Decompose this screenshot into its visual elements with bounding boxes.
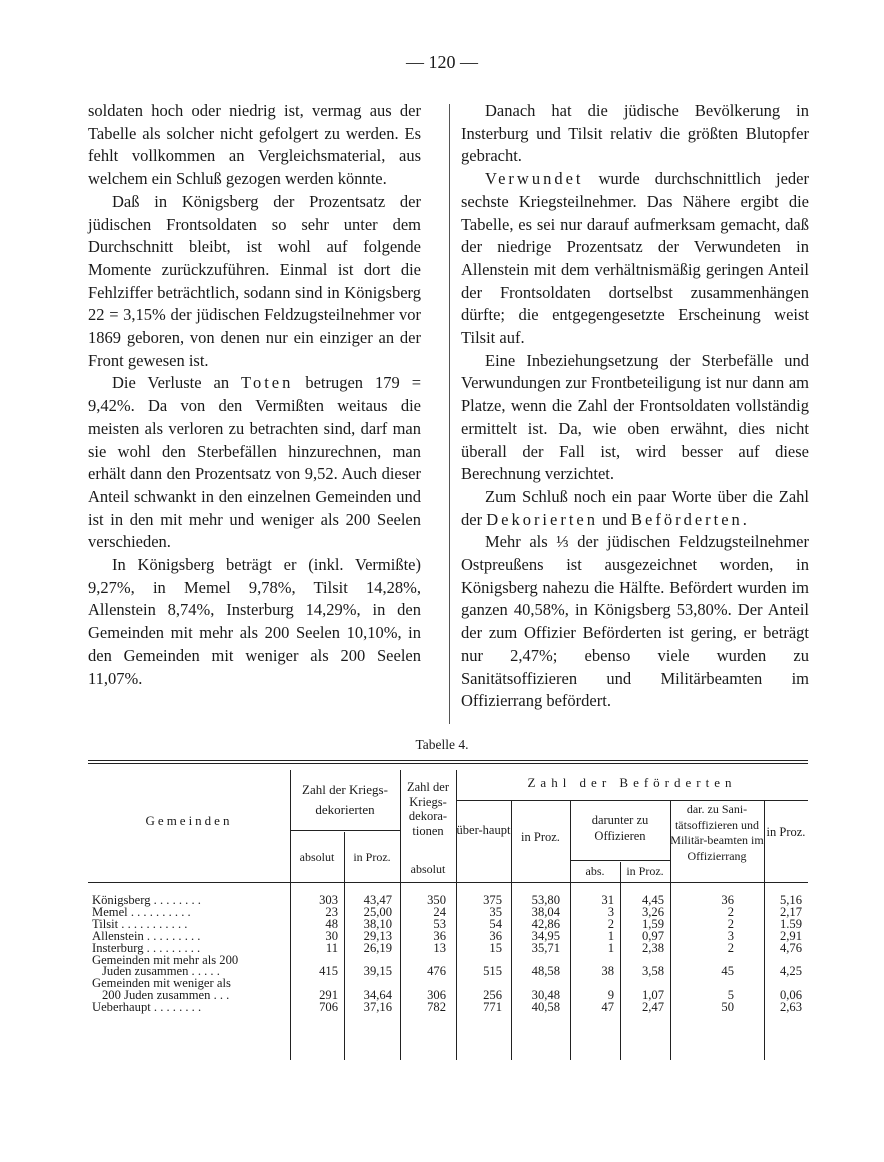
text-run: Die Verluste an [112,373,242,393]
table-row-label: Insterburg . . . . . . . . . [92,940,201,955]
table-cell: 1,59 [641,916,664,931]
befoerderten-sub-rule [456,800,808,801]
offiziere-sub-rule [570,860,670,861]
table-cell: 306 [427,988,446,1003]
text-run: . [742,509,747,529]
table-cell: 13 [433,940,446,955]
table-cell: 30,48 [531,988,560,1003]
text-run: Eine Inbeziehungsetzung der Sterbefälle und Verwundungen zur Frontbeteiligung ist nur dann am Platze, wenn die Zahl der Frontsoldaten vollständig ermittelt ist. Da, wie oben erwähnt, dies nicht überall der Fall ist, wird besser auf diese Berechnung verzichtet. [461,350,809,484]
table-title: Tabelle 4. [415,737,469,752]
table-cell: 515 [483,964,502,979]
paragraph [88,191,421,373]
header-in-proz-1: in Proz. [353,850,391,864]
table-cell: 24 [433,904,446,919]
text-run: soldaten hoch oder niedrig ist, vermag aus der Tabelle als solcher nicht gefolgert zu werden. Es fehlt vollkommen an Vergleichsmaterial, aus welchem ein Schluß gezogen werden könnte. [88,101,421,189]
emphasized-term: Toten [241,373,294,393]
dekorierten-sub-rule [290,830,400,831]
header-absolut: absolut [299,850,335,864]
table-cell: 29,13 [363,928,392,943]
table-cell: 1 [607,928,614,943]
table-cell: 31 [601,893,614,907]
header-absolut-2: absolut [410,862,446,876]
table-cell: 47 [601,1000,614,1015]
table-cell: 5,16 [779,893,802,907]
table-cell: 11 [325,940,338,955]
paragraph [88,372,421,554]
table-cell: 415 [319,964,338,979]
header-zahl-kriegsdekorierten: Zahl der Kriegs-dekorierten [302,782,388,817]
paragraph [88,100,421,191]
paragraph [88,554,421,690]
left-text-column [88,100,421,690]
table-cell: 38 [601,964,614,979]
table-cell: 375 [483,893,502,907]
table-cell: 2,63 [779,1000,802,1015]
paragraph [461,350,809,486]
table-row-label: Gemeinden mit weniger als [92,976,231,991]
paragraph [461,486,809,531]
table-cell: 54 [489,916,502,931]
table-cell: 23 [325,904,338,919]
table-cell: 38,10 [363,916,392,931]
table-cell: 35,71 [531,940,560,955]
page-number: — 120 — [406,52,478,72]
table-cell: 782 [427,1000,446,1015]
table-cell: 4,25 [779,964,802,979]
header-zahl-befoerderten: Zahl der Beförderten [527,775,737,790]
text-run: wurde durchschnittlich jeder sechste Kriegsteilnehmer. Das Nähere ergibt die Tabelle, es sei nur darauf aufmerksam gemacht, daß der niedrige Prozentsatz der Verwundeten in Allenstein mit dem verhältnismäßig geringen Anteil der Frontsoldaten dortselbst zusammenhängen dürfte; die entgegengesetzte Erscheinung weist Tilsit auf. [461,169,809,348]
table-cell: 2 [727,916,734,931]
table-cell: 256 [483,988,502,1003]
table-cell: 1 [607,940,614,955]
table-row-label: 200 Juden zusammen . . . [102,988,230,1003]
table-cell: 4,45 [641,893,664,907]
table-cell: 2,91 [779,928,802,943]
table-cell: 476 [427,964,446,979]
table-cell: 2 [607,916,614,931]
header-in-proz-4: in Proz. [766,825,806,839]
header-in-proz-2: in Proz. [521,830,560,844]
table-cell: 291 [319,988,338,1003]
table-cell: 25,00 [363,904,392,919]
table-cell: 2,47 [641,1000,664,1015]
table-cell: 40,58 [531,1000,560,1015]
emphasized-term: Beförderten [631,509,743,529]
table-cell: 303 [319,893,338,907]
table-cell: 3 [607,904,614,919]
table-cell: 2,17 [779,904,802,919]
text-run: und [598,509,631,529]
statistics-table [88,760,808,1060]
table-cell: 45 [721,964,734,979]
table-cell: 53,80 [531,893,560,907]
table-cell: 38,04 [531,904,560,919]
paragraph [461,168,809,350]
table-cell: 26,19 [363,940,392,955]
right-text-column [461,100,809,713]
table-cell: 34,95 [531,928,560,943]
table-cell: 9 [607,988,614,1003]
text-run: Mehr als ⅓ der jüdischen Feldzugsteilnehmer Ostpreußens ist ausgezeichnet worden, in Königsberg nahezu die Hälfte. Befördert wurden im ganzen 40,58%, in Königsberg 53,80%. Der Anteil der zum Offizier Beförderten ist gering, er beträgt nur 2,47%; ebenso viele wurden zu Sanitätsoffizieren und Militärbeamten im Offizierrang befördert. [461,532,809,711]
table-cell: 48 [325,916,338,931]
table-cell: 2,38 [641,940,664,955]
paragraph [461,100,809,168]
table-cell: 36 [721,893,734,907]
table-cell: 0,06 [779,988,802,1003]
table-row-label: Ueberhaupt . . . . . . . . [92,1000,202,1015]
header-abs: abs. [585,864,605,878]
header-darunter-offizieren: darunter zu Offizieren [591,813,649,843]
emphasized-term: Verwundet [485,169,584,189]
table-cell: 43,47 [363,893,392,907]
header-gemeinden: Gemeinden [145,813,233,828]
table-cell: 36 [433,928,446,943]
header-in-proz-3: in Proz. [626,864,664,878]
table-cell: 3 [727,928,734,943]
text-run: Danach hat die jüdische Bevölkerung in Insterburg und Tilsit relativ die größten Blutopfer gebracht. [461,101,809,166]
table-cell: 3,26 [641,904,664,919]
table-row-label: Juden zusammen . . . . . [102,964,220,979]
table-cell: 2 [727,940,734,955]
header-sanitaetsoffiziere: dar. zu Sani-tätsoffizieren und Militär-beamten im Offizierrang [670,802,764,863]
table-cell: 0,97 [641,928,664,943]
table-header-rule [88,882,808,883]
text-run: Zum Schluß noch ein paar Worte über die Zahl der [461,486,809,529]
text-run: betrugen 179 = 9,42%. Da von den Vermißten weitaus die meisten als verloren zu betrachten sind, darf man sie wohl den Sterbefällen hinzurechnen, man erhält dann den Prozentsatz von 9,52. Auch dieser Anteil schwankt in den einzelnen Gemeinden und ist in den mit mehr und weniger als 200 Seelen verschieden. [88,373,422,552]
table-top-rule-double [88,763,808,764]
table-row-label: Gemeinden mit mehr als 200 [92,952,239,967]
table-cell: 39,15 [363,964,392,979]
table-row-label: Tilsit . . . . . . . . . . . [92,916,188,931]
table-row-label: Memel . . . . . . . . . . [92,904,191,919]
header-zahl-kriegsdekorationen: Zahl der Kriegs-dekora-tionen [407,780,449,838]
table-cell: 35 [489,904,502,919]
table-cell: 2 [727,904,734,919]
table-cell: 50 [721,1000,734,1015]
table-cell: 15 [489,940,502,955]
table-cell: 53 [433,916,446,931]
table-row-label: Königsberg . . . . . . . . [92,893,201,907]
table-cell: 4,76 [779,940,802,955]
table-cell: 37,16 [363,1000,392,1015]
table-cell: 3,58 [641,964,664,979]
table-row-label: Allenstein . . . . . . . . . [92,928,201,943]
table-cell: 5 [727,988,734,1003]
table-cell: 350 [427,893,446,907]
table-cell: 36 [489,928,502,943]
text-run: Daß in Königsberg der Prozentsatz der jüdischen Frontsoldaten so sehr unter dem Durchschnitt bleibt, ist wohl auf folgende Momente zurückzuführen. Einmal ist dort die Fehlziffer beträchtlich, sodann sind in Königsberg 22 = 3,15% der jüdischen Feldzugsteilnehmer vor 1869 geboren, von denen nur ein einziger an der Front gewesen ist. [88,191,421,370]
column-divider [449,104,450,724]
table-top-rule [88,760,808,761]
table-cell: 42,86 [531,916,560,931]
table-cell: 1.59 [779,916,802,931]
table-cell: 30 [325,928,338,943]
text-run: In Königsberg beträgt er (inkl. Vermißte) 9,27%, in Memel 9,78%, Tilsit 14,28%, Allenstein 8,74%, Insterburg 14,29%, in den Gemeinden mit mehr als 200 Seelen 10,10%, in den Gemeinden mit weniger als 200 Seelen 11,07%. [88,555,421,688]
emphasized-term: Dekorierten [486,509,598,529]
table-cell: 48,58 [531,964,560,979]
table-cell: 771 [483,1000,502,1015]
table-cell: 706 [319,1000,338,1015]
table-cell: 34,64 [363,988,392,1003]
col-rule-7 [620,862,621,1060]
header-ueberhaupt: über-haupt [456,823,511,837]
table-cell: 1,07 [641,988,664,1003]
paragraph [461,531,809,713]
